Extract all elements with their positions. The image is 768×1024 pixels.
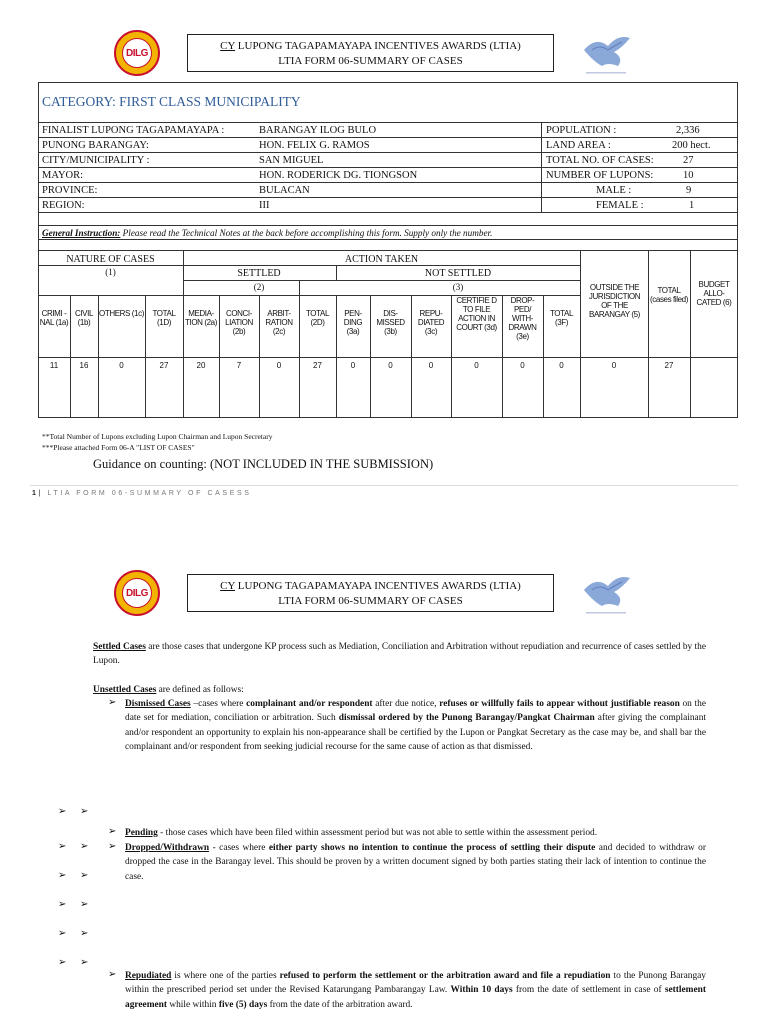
row-divider [38, 122, 738, 123]
bold-run: either party shows no intention to continue the process of settling their dispute [268, 843, 596, 853]
text-run: from the date of the arbitration award. [267, 999, 413, 1010]
land-area-label: LAND AREA : [546, 140, 611, 151]
bullet-arrow-icon: ➢ [80, 928, 89, 939]
table-cell: 16 [79, 361, 89, 370]
title-text-1: LUPONG TAGAPAMAYAPA INCENTIVES AWARDS (LTIA) [235, 580, 521, 592]
title-text-1: LUPONG TAGAPAMAYAPA INCENTIVES AWARDS (LTIA) [235, 40, 521, 52]
bold-run: dismissal ordered by the Punong Barangay/Pangkat Chairman [338, 713, 595, 724]
male-value: 9 [686, 185, 692, 196]
title-line-2: LTIA FORM 06-SUMMARY OF CASES [278, 595, 463, 607]
population-value: 2,336 [676, 125, 700, 136]
bullet-arrow-icon: ➢ [80, 899, 89, 910]
settled-cases-definition [93, 640, 706, 669]
bold-run: Within 10 days [450, 985, 513, 996]
title-line-2: LTIA FORM 06-SUMMARY OF CASES [278, 55, 463, 67]
table-cell: 0 [559, 361, 564, 370]
settled-number: (2) [253, 282, 265, 292]
dove-logo-icon [578, 28, 634, 80]
table-cell: 27 [664, 361, 674, 370]
finalist-label: FINALIST LUPONG TAGAPAMAYAPA : [42, 125, 225, 136]
title-cy: CY [220, 580, 236, 592]
form-title-box [187, 34, 554, 72]
region-value: III [259, 200, 270, 211]
bold-run: complainant and/or respondent [246, 699, 373, 709]
region-label: REGION: [42, 200, 85, 211]
bullet-arrow-icon: ➢ [80, 806, 89, 817]
text-run: while within [167, 999, 219, 1010]
repudiated-definition [125, 969, 706, 1012]
row-divider [38, 225, 738, 226]
column-header: PEN-DING (3a) [343, 309, 363, 336]
column-header: ARBIT-RATION (2c) [265, 309, 293, 336]
column-header: MEDIA-TION (2a) [185, 309, 217, 327]
pending-text: - those cases which have been filed within assessment period but was not able to settle within the assessment period. [157, 828, 598, 838]
dropped-definition [125, 841, 706, 884]
column-divider [502, 295, 503, 418]
total-cases-value: 27 [683, 155, 694, 166]
column-header: DROP-PED/ WITH-DRAWN (3e) [508, 296, 537, 341]
text-run: is where one of the parties [171, 971, 280, 981]
nature-of-cases-header: NATURE OF CASES [66, 254, 155, 265]
column-header: TOTAL (3F) [549, 309, 574, 327]
guidance-heading: Guidance on counting: (NOT INCLUDED IN THE SUBMISSION) [93, 457, 434, 471]
bullet-arrow-icon: ➢ [58, 870, 67, 881]
table-cell: 0 [611, 361, 617, 370]
bold-run: five (5) days [218, 999, 268, 1010]
settled-text: are those cases that undergone KP process such as Mediation, Conciliation and Arbitration without repudiation and recurrence of cases settled by the Lupon. [93, 642, 707, 667]
column-header: DIS-MISSED (3b) [376, 309, 405, 336]
female-label: FEMALE : [596, 200, 644, 211]
table-cell: 27 [313, 361, 322, 370]
bold-run: refused to perform the settlement or the arbitration award and file a repudiation [279, 971, 611, 981]
total-filed-header: TOTAL (cases filed) [650, 286, 688, 304]
bullet-arrow-icon: ➢ [108, 697, 117, 708]
column-header: CIVIL (1b) [74, 309, 93, 327]
unsettled-term: Unsettled Cases [93, 685, 157, 695]
nature-of-cases-number: (1) [105, 267, 116, 277]
table-cell: 0 [276, 361, 282, 370]
settled-term: Settled Cases [93, 642, 146, 652]
page-footer: 1| LTIA FORM 06-SUMMARY OF CASESS [32, 490, 252, 497]
column-header: REPU-DIATED (3c) [417, 309, 445, 336]
column-divider [580, 250, 581, 418]
column-header: TOTAL (1D) [152, 309, 176, 327]
text-run: on the date set for mediation, conciliation or arbitration. Such [125, 699, 706, 724]
bold-run: settlement agreement [125, 985, 706, 1010]
bullet-arrow-icon: ➢ [58, 806, 67, 817]
column-divider [370, 295, 371, 418]
title-line-1 [188, 39, 553, 54]
dove-logo-icon [578, 568, 634, 620]
male-label: MALE : [596, 185, 632, 196]
column-header: CRIMI -NAL (1a) [39, 309, 69, 327]
note-lupons: **Total Number of Lupons excluding Lupon Chairman and Lupon Secretary [42, 432, 273, 441]
female-value: 1 [689, 200, 695, 211]
outside-jurisdiction-header: OUTSIDE THE JURISDICTION OF THE BARANGAY (5) [588, 283, 641, 319]
mayor-value: HON. RODERICK DG. TIONGSON [259, 170, 418, 181]
punong-value: HON. FELIX G. RAMOS [259, 140, 370, 151]
budget-allocated-header: BUDGET ALLO-CATED (6) [696, 280, 732, 307]
table-cell: 20 [196, 361, 206, 370]
column-header: CONCI-LIATION (2b) [225, 309, 253, 336]
row-divider [38, 182, 738, 183]
table-cell: 0 [428, 361, 434, 370]
bullet-arrow-icon: ➢ [108, 826, 117, 837]
mayor-label: MAYOR: [42, 170, 84, 181]
text-run: and decided to withdraw or dropped the case in the Barangay level. This should be proven by a written document signed by both parties stating their lack of intention to continue the case. [125, 843, 706, 882]
title-cy: CY [220, 40, 236, 52]
lupons-value: 10 [683, 170, 694, 181]
general-instruction [42, 227, 492, 239]
settled-header: SETTLED [237, 268, 281, 279]
dilg-logo [114, 30, 160, 76]
column-header: OTHERS (1c) [99, 309, 144, 318]
table-cell: 27 [159, 361, 169, 370]
column-divider [690, 250, 691, 418]
row-divider [38, 167, 738, 168]
province-value: BULACAN [259, 185, 310, 196]
row-divider [183, 280, 581, 281]
bullet-arrow-icon: ➢ [108, 841, 117, 852]
bullet-arrow-icon: ➢ [58, 957, 67, 968]
row-divider [38, 265, 581, 266]
row-divider [38, 197, 738, 198]
bullet-arrow-icon: ➢ [80, 870, 89, 881]
lupons-label: NUMBER OF LUPONS: [546, 170, 654, 181]
column-divider [219, 295, 220, 418]
finalist-value: BARANGAY ILOG BULO [259, 125, 377, 136]
unsettled-cases-definition [93, 683, 706, 697]
province-label: PROVINCE: [42, 185, 98, 196]
bold-run: refuses or willfully fails to appear without justifiable reason [439, 699, 680, 709]
city-value: SAN MIGUEL [259, 155, 324, 166]
title-line-1 [188, 579, 553, 594]
text-run: to the Punong Barangay within the prescribed period set under the Revised Katarungang Pambarangay Law. [125, 971, 706, 996]
column-divider [259, 295, 260, 418]
action-taken-header: ACTION TAKEN [344, 254, 419, 265]
column-divider [543, 295, 544, 418]
column-divider [299, 280, 300, 418]
column-divider [648, 250, 649, 418]
table-cell: 0 [119, 361, 124, 370]
table-cell: 11 [49, 361, 59, 370]
table-cell: 0 [350, 361, 356, 370]
repudiated-term: Repudiated [125, 971, 172, 981]
logo-text: DILG [126, 587, 148, 599]
footer-rule [30, 485, 738, 486]
page-number: 1 [32, 490, 39, 497]
bullet-arrow-icon: ➢ [58, 841, 67, 852]
unsettled-text: are defined as follows: [156, 685, 244, 695]
total-cases-label: TOTAL NO. OF CASES: [546, 155, 654, 166]
column-divider [541, 122, 542, 212]
form-title-box [187, 574, 554, 612]
row-divider [38, 137, 738, 138]
row-divider [38, 357, 738, 358]
row-divider [38, 212, 738, 213]
bullet-arrow-icon: ➢ [80, 841, 89, 852]
table-cell: 7 [236, 361, 242, 370]
pending-definition [125, 826, 715, 840]
column-divider [70, 295, 71, 418]
column-divider [451, 295, 452, 418]
text-run: from the date of settlement in case of [512, 985, 665, 996]
instruction-label: General Instruction: [42, 228, 121, 238]
text-run: after due notice, [372, 699, 440, 709]
text-run: - cases where [209, 843, 269, 853]
not-settled-number: (3) [452, 282, 464, 292]
row-divider [38, 250, 738, 251]
dropped-term: Dropped/Withdrawn [125, 843, 210, 853]
population-label: POPULATION : [546, 125, 617, 136]
row-divider [38, 152, 738, 153]
land-area-value: 200 hect. [672, 140, 711, 151]
text-run: –cases where [190, 699, 247, 709]
footer-text: LTIA FORM 06-SUMMARY OF CASESS [47, 490, 252, 497]
table-cell: 0 [474, 361, 479, 370]
column-header: CERTIFIE D TO FILE ACTION IN COURT (3d) [456, 296, 497, 332]
bullet-arrow-icon: ➢ [58, 899, 67, 910]
column-header: TOTAL (2D) [305, 309, 330, 327]
column-divider [336, 295, 337, 418]
column-divider [145, 295, 146, 418]
category-title: CATEGORY: FIRST CLASS MUNICIPALITY [42, 94, 301, 109]
dismissed-cases-definition [125, 697, 706, 755]
column-divider [411, 295, 412, 418]
logo-text: DILG [126, 47, 148, 59]
bullet-arrow-icon: ➢ [80, 957, 89, 968]
note-attach: ***Please attached Form 06-A "LIST OF CASES" [42, 443, 195, 452]
pending-term: Pending [125, 828, 158, 838]
bullet-arrow-icon: ➢ [58, 928, 67, 939]
column-divider [98, 295, 99, 418]
dismissed-term: Dismissed Cases [125, 699, 191, 709]
instruction-text: Please read the Technical Notes at the back before accomplishing this form. Supply only the number. [120, 228, 493, 238]
row-divider [38, 239, 738, 240]
city-label: CITY/MUNICIPALITY : [42, 155, 150, 166]
table-cell: 0 [388, 361, 393, 370]
dilg-logo [114, 570, 160, 616]
text-run: after giving the complainant and/or respondent an opportunity to explain his non-appearance shall be certified by the Lupon or Pangkat Secretary as the case may be, and shall bar the complainant and/or respondent from seeking judicial recourse for the same cause of action as that dismissed. [125, 713, 706, 753]
not-settled-header: NOT SETTLED [424, 268, 492, 279]
punong-label: PUNONG BARANGAY: [42, 140, 149, 151]
table-cell: 0 [520, 361, 525, 370]
bullet-arrow-icon: ➢ [108, 969, 117, 980]
